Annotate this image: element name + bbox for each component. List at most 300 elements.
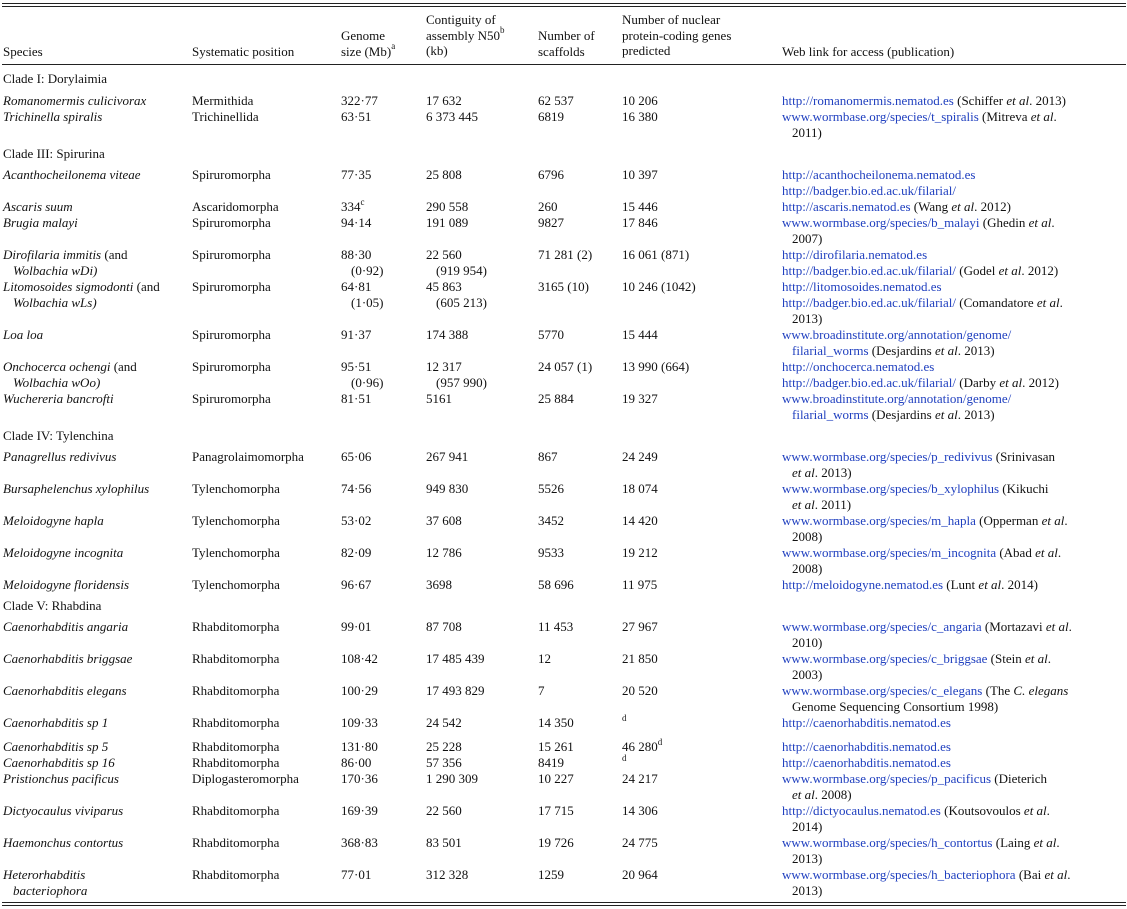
publication-ref: (Kikuchi (999, 481, 1049, 496)
gene-count (622, 109, 658, 125)
n50-value: 12 317 (426, 359, 462, 374)
web-link-cell (782, 545, 1061, 577)
gene-count-value: 11 975 (622, 577, 658, 592)
assembly-n50 (426, 739, 462, 755)
scaffold-count: 12 (538, 651, 551, 666)
web-link[interactable]: http://dirofilaria.nematod.es (782, 247, 928, 262)
publication-ref: et al. 2008) (792, 786, 852, 802)
genome-size-value: 63·51 (341, 109, 372, 124)
publication-ref: et al. 2011) (792, 496, 852, 512)
web-link-cell (782, 771, 1047, 803)
assembly-n50 (426, 771, 478, 787)
species-cell (3, 199, 73, 215)
web-link-cell (782, 803, 1050, 835)
web-link-cell (782, 651, 1051, 683)
web-link[interactable]: www.wormbase.org/species/b_xylophilus (782, 481, 1000, 496)
assembly-n50 (426, 481, 468, 497)
publication-ref: (Koutsovoulos et al. (940, 803, 1050, 818)
web-link[interactable]: www.wormbase.org/species/h_bacteriophora (782, 867, 1016, 882)
gene-count (622, 481, 658, 497)
n50-value: 37 608 (426, 513, 462, 528)
genome-size-value: 170·36 (341, 771, 378, 786)
genome-size-value: 94·14 (341, 215, 372, 230)
web-link[interactable]: filarial_worms (792, 406, 869, 422)
web-link-cell (782, 755, 951, 771)
web-link[interactable]: www.wormbase.org/species/b_malayi (782, 215, 980, 230)
scaffold-count: 24 057 (1) (538, 359, 593, 374)
genome-size (341, 279, 384, 311)
n50-value: 6 373 445 (426, 109, 478, 124)
gene-count-value: 19 327 (622, 391, 658, 406)
scaffold-count: 5526 (538, 481, 564, 496)
header-rule (2, 64, 1126, 65)
publication-ref: (Dieterich (991, 771, 1047, 786)
systematic-position: Tylenchomorpha (192, 545, 280, 560)
publication-ref: 2010) (792, 634, 823, 650)
publication-ref: (Desjardins et al. 2013) (868, 406, 995, 422)
gene-count (622, 545, 658, 561)
web-link[interactable]: http://dictyocaulus.nematod.es (782, 803, 941, 818)
publication-ref: 2013) (792, 882, 823, 898)
gene-count (622, 835, 658, 851)
scaffold-count: 1259 (538, 867, 564, 882)
genome-size-value: 77·35 (341, 167, 372, 182)
scaffold-count: 17 715 (538, 803, 574, 818)
genome-size-value: 95·51 (341, 359, 372, 374)
species-note: (and (133, 279, 160, 294)
web-link[interactable]: http://badger.bio.ed.ac.uk/filarial/ (782, 294, 957, 310)
bottom-rule-2 (2, 905, 1126, 906)
species-name: Meloidogyne incognita (3, 545, 124, 560)
species-cell (3, 771, 119, 787)
gene-count-value: 16 061 (871) (622, 247, 690, 262)
wolbachia-n50: (919 954) (436, 262, 487, 278)
genome-size (341, 619, 371, 635)
species-cell (3, 545, 123, 561)
genome-size (341, 215, 371, 231)
genome-size (341, 651, 378, 667)
systematic-position: Spiruromorpha (192, 167, 271, 182)
web-link-cell (782, 867, 1070, 899)
gene-count (622, 712, 627, 731)
header-web: Web link for access (publication) (782, 44, 955, 59)
species-cell (3, 739, 108, 755)
scaffold-count: 9533 (538, 545, 564, 560)
species-name: Meloidogyne hapla (3, 513, 104, 528)
gene-count-value: 19 212 (622, 545, 658, 560)
top-rule-2 (2, 6, 1126, 7)
scaffold-count: 6819 (538, 109, 564, 124)
publication-ref: (Mortazavi et al. (981, 619, 1072, 634)
assembly-n50 (426, 545, 462, 561)
web-link-cell (782, 247, 1058, 279)
genome-size (341, 803, 378, 819)
genome-size (341, 545, 371, 561)
n50-value: 25 808 (426, 167, 462, 182)
genome-size-value: 88·30 (341, 247, 372, 262)
web-link[interactable]: http://meloidogyne.nematod.es (782, 577, 944, 592)
genome-size-value: 64·81 (341, 279, 372, 294)
n50-value: 290 558 (426, 199, 469, 214)
species-name: Dirofilaria immitis (3, 247, 102, 262)
publication-ref: (Desjardins et al. 2013) (868, 342, 995, 358)
scaffold-count: 15 261 (538, 739, 574, 754)
genome-size-value: 99·01 (341, 619, 372, 634)
web-link[interactable]: www.wormbase.org/species/p_redivivus (782, 449, 993, 464)
assembly-n50 (426, 715, 462, 731)
genome-size (341, 247, 384, 279)
gene-count (622, 619, 658, 635)
web-link-cell (782, 481, 1048, 513)
gene-count-value: 20 520 (622, 683, 658, 698)
species-cell (3, 93, 146, 109)
scaffold-count: 3165 (10) (538, 279, 589, 294)
species-name: Caenorhabditis briggsae (3, 651, 133, 666)
species-name: Wuchereria bancrofti (3, 391, 114, 406)
web-link-cell (782, 619, 1072, 651)
clade-heading: Clade IV: Tylenchina (3, 428, 114, 443)
species-note: (and (101, 247, 128, 262)
genome-size (341, 327, 371, 343)
n50-value: 12 786 (426, 545, 462, 560)
genome-size (341, 359, 384, 391)
footnote-marker: d (622, 752, 627, 763)
web-link[interactable]: http://onchocerca.nematod.es (782, 359, 935, 374)
species-cell (3, 167, 141, 183)
n50-value: 5161 (426, 391, 452, 406)
header-scaffolds: Number of scaffolds (538, 28, 595, 59)
n50-value: 191 089 (426, 215, 469, 230)
publication-ref: (Stein et al. (987, 651, 1051, 666)
species-cell (3, 449, 117, 465)
web-link[interactable]: www.broadinstitute.org/annotation/genome/ (782, 391, 1012, 406)
assembly-n50 (426, 619, 462, 635)
species-cell (3, 359, 137, 391)
assembly-n50 (426, 683, 485, 699)
species-cell (3, 577, 129, 593)
wolbachia-genome-size: (0·96) (351, 374, 384, 390)
wolbachia-n50: (957 990) (436, 374, 487, 390)
genome-size-value: 109·33 (341, 715, 378, 730)
publication-ref: (Lunt et al. 2014) (943, 577, 1039, 592)
species-cell (3, 867, 87, 899)
clade-heading: Clade V: Rhabdina (3, 598, 102, 613)
bottom-rule-1 (2, 902, 1126, 903)
footnote-marker: d (657, 736, 663, 747)
header-species: Species (3, 44, 43, 59)
genome-size-value: 96·67 (341, 577, 372, 592)
gene-count-value: 15 446 (622, 199, 658, 214)
scaffold-count: 25 884 (538, 391, 574, 406)
scaffold-count: 62 537 (538, 93, 574, 108)
assembly-n50 (426, 803, 462, 819)
species-name-cont: Wolbachia wOo) (13, 374, 101, 390)
web-link-cell (782, 167, 976, 199)
web-link[interactable]: http://romanomermis.nematod.es (782, 93, 954, 108)
genome-size (341, 196, 365, 215)
gene-count-value: 24 249 (622, 449, 658, 464)
footnote-marker: d (622, 712, 627, 723)
publication-ref: 2013) (792, 850, 823, 866)
scaffold-count: 8419 (538, 755, 564, 770)
clade-heading: Clade III: Spirurina (3, 146, 105, 161)
scaffold-count: 9827 (538, 215, 564, 230)
genome-size (341, 449, 371, 465)
wolbachia-n50: (605 213) (436, 294, 487, 310)
assembly-n50 (426, 577, 452, 593)
genome-size-value: 74·56 (341, 481, 372, 496)
publication-ref: 2003) (792, 666, 823, 682)
genome-size (341, 739, 378, 755)
publication-ref: 2014) (792, 818, 823, 834)
genome-size (341, 771, 378, 787)
genome-size (341, 93, 378, 109)
species-name: Onchocerca ochengi (3, 359, 111, 374)
genome-size (341, 683, 378, 699)
gene-count (622, 752, 627, 771)
assembly-n50 (426, 167, 462, 183)
systematic-position: Rhabditomorpha (192, 835, 280, 850)
wolbachia-genome-size: (0·92) (351, 262, 384, 278)
species-cell (3, 391, 114, 407)
gene-count (622, 683, 658, 699)
assembly-n50 (426, 651, 485, 667)
genome-size (341, 755, 371, 771)
species-name: Brugia malayi (3, 215, 78, 230)
systematic-position: Panagrolaimomorpha (192, 449, 304, 464)
species-cell (3, 327, 43, 343)
web-link-cell (782, 449, 1055, 481)
publication-ref: 2013) (792, 310, 823, 326)
systematic-position: Tylenchomorpha (192, 513, 280, 528)
web-link[interactable]: www.wormbase.org/species/c_angaria (782, 619, 982, 634)
systematic-position: Trichinellida (192, 109, 259, 124)
web-link[interactable]: http://litomosoides.nematod.es (782, 279, 942, 294)
web-link-cell (782, 199, 1011, 215)
n50-value: 267 941 (426, 449, 469, 464)
header-contiguity: Contiguity of assembly N50$^b$ (kb) (426, 12, 505, 58)
assembly-n50 (426, 215, 468, 231)
gene-count (622, 513, 658, 529)
web-link[interactable]: www.wormbase.org/species/h_contortus (782, 835, 993, 850)
species-name: Caenorhabditis sp 5 (3, 739, 109, 754)
gene-count-value: 10 206 (622, 93, 658, 108)
publication-ref: 2011) (792, 124, 822, 140)
species-name: Meloidogyne floridensis (3, 577, 130, 592)
gene-count-value: 27 967 (622, 619, 658, 634)
species-cell (3, 215, 78, 231)
gene-count-value: 15 444 (622, 327, 658, 342)
n50-value: 24 542 (426, 715, 462, 730)
gene-count (622, 803, 658, 819)
systematic-position: Spiruromorpha (192, 327, 271, 342)
systematic-position: Rhabditomorpha (192, 867, 280, 882)
web-link-cell (782, 327, 1011, 359)
web-link[interactable]: www.wormbase.org/species/m_incognita (782, 545, 997, 560)
gene-count-value: 46 280 (622, 739, 658, 754)
n50-value: 57 356 (426, 755, 462, 770)
gene-count-value: 13 990 (664) (622, 359, 690, 374)
scaffold-count: 71 281 (2) (538, 247, 593, 262)
species-name: Caenorhabditis sp 16 (3, 755, 115, 770)
systematic-position: Mermithida (192, 93, 254, 108)
header-genome: Genome size $(Mb)^a$ (341, 28, 396, 59)
publication-ref: (The C. elegans (982, 683, 1069, 698)
scaffold-count: 3452 (538, 513, 564, 528)
gene-count (622, 651, 658, 667)
header-genes: Number of nuclear protein-coding genes predicted (622, 12, 732, 58)
genome-size (341, 391, 371, 407)
web-link[interactable]: http://caenorhabditis.nematod.es (782, 755, 951, 770)
assembly-n50 (426, 199, 468, 215)
species-name: Panagrellus redivivus (3, 449, 117, 464)
species-cell (3, 651, 132, 667)
species-name: Romanomermis culicivorax (3, 93, 147, 108)
clade-heading: Clade I: Dorylaimia (3, 71, 107, 86)
species-name-cont: bacteriophora (13, 882, 88, 898)
gene-count (622, 279, 696, 295)
scaffold-count: 14 350 (538, 715, 574, 730)
systematic-position: Rhabditomorpha (192, 683, 280, 698)
web-link-cell (782, 391, 1011, 423)
genome-size-value: 322·77 (341, 93, 378, 108)
web-link[interactable]: http://badger.bio.ed.ac.uk/filarial/ (782, 374, 957, 390)
systematic-position: Rhabditomorpha (192, 755, 280, 770)
scaffold-count: 6796 (538, 167, 564, 182)
web-link[interactable]: www.wormbase.org/species/m_hapla (782, 513, 976, 528)
systematic-position: Tylenchomorpha (192, 577, 280, 592)
publication-ref: 2008) (792, 528, 823, 544)
assembly-n50 (426, 755, 462, 771)
genome-size (341, 835, 378, 851)
systematic-position: Rhabditomorpha (192, 803, 280, 818)
n50-value: 87 708 (426, 619, 462, 634)
n50-value: 25 228 (426, 739, 462, 754)
publication-ref: 2008) (792, 560, 823, 576)
species-name: Acanthocheilonema viteae (3, 167, 141, 182)
gene-count (622, 215, 658, 231)
genome-size (341, 513, 371, 529)
species-name: Dictyocaulus viviparus (3, 803, 124, 818)
web-link[interactable]: http://badger.bio.ed.ac.uk/filarial/ (782, 182, 957, 198)
assembly-n50 (426, 449, 468, 465)
systematic-position: Spiruromorpha (192, 359, 271, 374)
species-cell (3, 247, 127, 279)
species-cell (3, 109, 102, 125)
web-link[interactable]: filarial_worms (792, 342, 869, 358)
n50-value: 22 560 (426, 247, 462, 262)
web-link-cell (782, 215, 1055, 247)
gene-count-value: 18 074 (622, 481, 658, 496)
systematic-position: Rhabditomorpha (192, 619, 280, 634)
n50-value: 3698 (426, 577, 452, 592)
species-name: Loa loa (3, 327, 44, 342)
genome-size-value: 65·06 (341, 449, 372, 464)
web-link[interactable]: http://ascaris.nematod.es (782, 199, 911, 214)
gene-count-value: 24 217 (622, 771, 658, 786)
scaffold-count: 19 726 (538, 835, 574, 850)
n50-value: 1 290 309 (426, 771, 478, 786)
systematic-position: Diplogasteromorpha (192, 771, 299, 786)
web-link-cell (782, 739, 951, 755)
web-link-cell (782, 279, 1063, 326)
scaffold-count: 58 696 (538, 577, 574, 592)
web-link[interactable]: www.wormbase.org/species/t_spiralis (782, 109, 979, 124)
web-link[interactable]: www.wormbase.org/species/c_briggsae (782, 651, 988, 666)
publication-ref: (Ghedin et al. (979, 215, 1055, 230)
assembly-n50 (426, 279, 487, 311)
genome-size-value: 131·80 (341, 739, 378, 754)
gene-count-value: 14 420 (622, 513, 658, 528)
publication-ref: (Laing et al. (992, 835, 1060, 850)
publication-ref: (Srinivasan (992, 449, 1055, 464)
genome-size-value: 108·42 (341, 651, 378, 666)
species-name-cont: Wolbachia wDi) (13, 262, 98, 278)
genome-size-value: 100·29 (341, 683, 378, 698)
genome-size (341, 109, 371, 125)
scaffold-count: 11 453 (538, 619, 574, 634)
web-link[interactable]: www.broadinstitute.org/annotation/genome/ (782, 327, 1012, 342)
publication-ref: (Schiffer et al. 2013) (953, 93, 1066, 108)
species-cell (3, 513, 104, 529)
assembly-n50 (426, 93, 462, 109)
web-link-cell (782, 683, 1068, 715)
gene-count (622, 199, 658, 215)
web-link[interactable]: www.wormbase.org/species/c_elegans (782, 683, 983, 698)
web-link-cell (782, 93, 1066, 109)
species-name: Bursaphelenchus xylophilus (3, 481, 150, 496)
header-systematic: Systematic position (192, 44, 295, 59)
gene-count (622, 736, 663, 755)
publication-ref: Genome Sequencing Consortium 1998) (792, 698, 999, 714)
n50-value: 45 863 (426, 279, 462, 294)
scaffold-count: 7 (538, 683, 545, 698)
genome-size-value: 86·00 (341, 755, 372, 770)
n50-value: 312 328 (426, 867, 469, 882)
gene-count (622, 93, 658, 109)
publication-ref: (Wang et al. 2012) (910, 199, 1011, 214)
assembly-n50 (426, 513, 462, 529)
gene-count (622, 771, 658, 787)
web-link-cell (782, 835, 1060, 867)
genome-size-value: 91·37 (341, 327, 372, 342)
genome-size (341, 867, 371, 883)
species-name: Haemonchus contortus (3, 835, 124, 850)
species-note: (and (110, 359, 137, 374)
web-link[interactable]: http://badger.bio.ed.ac.uk/filarial/ (782, 262, 957, 278)
web-link[interactable]: http://caenorhabditis.nematod.es (782, 715, 951, 730)
species-cell (3, 755, 115, 771)
assembly-n50 (426, 835, 462, 851)
genome-size-value: 82·09 (341, 545, 372, 560)
species-cell (3, 279, 160, 311)
web-link[interactable]: http://caenorhabditis.nematod.es (782, 739, 951, 754)
species-name: Caenorhabditis angaria (3, 619, 129, 634)
species-name-cont: Wolbachia wLs) (13, 294, 97, 310)
systematic-position: Spiruromorpha (192, 391, 271, 406)
assembly-n50 (426, 359, 487, 391)
assembly-n50 (426, 327, 468, 343)
genome-size-value: 77·01 (341, 867, 372, 882)
web-link[interactable]: www.wormbase.org/species/p_pacificus (782, 771, 992, 786)
scaffold-count: 867 (538, 449, 558, 464)
gene-count-value: 16 380 (622, 109, 658, 124)
gene-count (622, 167, 658, 183)
web-link[interactable]: http://acanthocheilonema.nematod.es (782, 167, 976, 182)
assembly-n50 (426, 247, 487, 279)
publication-ref: (Darby et al. 2012) (956, 374, 1059, 390)
genome-size-value: 81·51 (341, 391, 372, 406)
